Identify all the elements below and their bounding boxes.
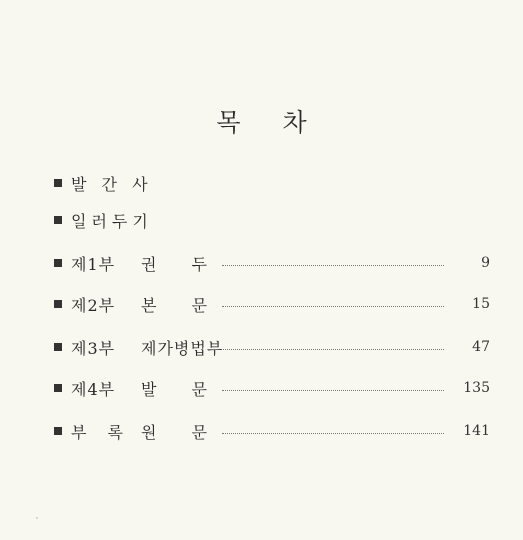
toc-entry-title: 발 간 사 (71, 174, 153, 194)
toc-part-label: 제4부 (71, 379, 116, 399)
toc-page-number: 47 (472, 339, 490, 355)
toc-entry-appendix (54, 419, 490, 443)
toc-entry-part3 (54, 335, 490, 359)
toc-part-label: 제2부 (71, 295, 116, 315)
dot-leader (222, 264, 444, 266)
dot-leader (222, 389, 444, 391)
bullet-marker (54, 427, 62, 435)
toc-page-number: 141 (463, 423, 490, 439)
toc-entry-part2 (54, 292, 490, 316)
toc-title (0, 103, 523, 139)
toc-page-number: 15 (472, 296, 490, 312)
toc-entry-notes (54, 208, 490, 232)
toc-entry-part4 (54, 376, 490, 400)
bullet-marker (54, 384, 62, 392)
bullet-marker (54, 259, 62, 267)
toc-section-title: 원 문 (141, 422, 222, 442)
toc-page-number: 9 (481, 255, 490, 271)
toc-entry-part1 (54, 251, 490, 275)
toc-section-title: 제가병법부 (141, 338, 224, 358)
paper-speck (36, 517, 38, 519)
dot-leader (223, 348, 444, 350)
toc-part-label: 부 록 (71, 422, 131, 442)
toc-part-label: 제3부 (71, 338, 116, 358)
toc-entry-title: 일러두기 (71, 211, 153, 231)
toc-section-title: 본 문 (141, 295, 222, 315)
bullet-marker (54, 343, 62, 351)
dot-leader (222, 432, 444, 434)
toc-entry-preface (54, 171, 490, 195)
bullet-marker (54, 216, 62, 224)
toc-part-label: 제1부 (71, 254, 116, 274)
bullet-marker (54, 179, 62, 187)
toc-title-first-character: 목 (216, 108, 241, 137)
dot-leader (222, 305, 444, 307)
toc-section-title: 권 두 (141, 254, 222, 274)
bullet-marker (54, 300, 62, 308)
toc-title-second-character: 차 (282, 108, 307, 137)
toc-page-number: 135 (463, 380, 490, 396)
toc-section-title: 발 문 (141, 379, 222, 399)
